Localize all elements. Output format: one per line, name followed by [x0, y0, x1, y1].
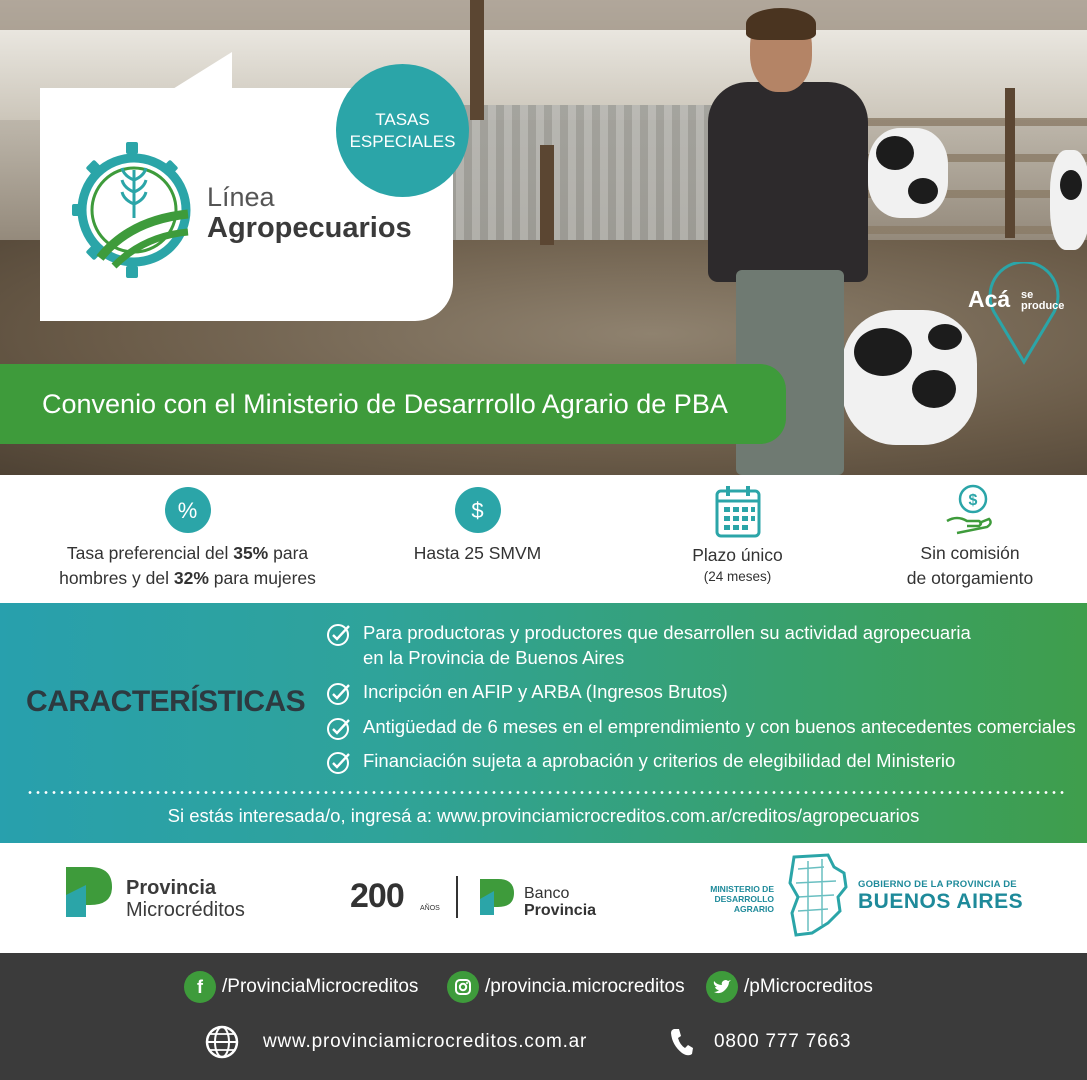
years-word: AÑOS [420, 905, 440, 912]
aca-small-produce: produce [1021, 300, 1065, 312]
twitter-icon [706, 971, 738, 1003]
shed-post [540, 145, 554, 245]
hand-coin-icon [943, 483, 997, 537]
website-url: www.provinciamicrocreditos.com.ar [263, 1031, 588, 1052]
characteristic-text: Incripción en AFIP y ARBA (Ingresos Brutos) [363, 681, 728, 702]
buenos-aires-map-icon [788, 853, 850, 937]
location-pin-icon [968, 262, 1080, 366]
calendar-icon [714, 485, 762, 539]
rate-pre: Tasa preferencial del [66, 543, 234, 563]
ministry-line1: MINISTERIO DE [710, 884, 774, 894]
aca-small-se: se [1021, 289, 1034, 301]
rate-mid: para [268, 543, 309, 563]
aca-word: Acá [968, 286, 1011, 312]
provincia-microcreditos-logo-icon [64, 865, 114, 919]
rate-men: 35% [233, 543, 269, 563]
twitter-handle: /pMicrocreditos [744, 976, 873, 997]
svg-text:$: $ [968, 492, 978, 509]
footer [0, 953, 1087, 1080]
special-rates-badge [336, 64, 469, 197]
characteristic-text: Financiación sujeta a aprobación y criterios de elegibilidad del Ministerio [363, 750, 956, 771]
rate-women: 32% [173, 568, 209, 588]
feature-rate [40, 487, 335, 591]
aca-se-produce-logo [968, 262, 1080, 366]
check-circle-icon [326, 622, 352, 648]
provincia-microcreditos-logo [126, 877, 245, 921]
check-circle-icon [326, 716, 352, 742]
feature-term-sub: (24 meses) [703, 569, 772, 584]
banco-provincia-logo [524, 885, 596, 919]
phone-link[interactable] [670, 1027, 851, 1057]
agreement-banner [0, 364, 786, 444]
calf-standing [868, 128, 948, 218]
feature-rate-line2 [40, 566, 335, 591]
badge-line1: TASAS [375, 109, 430, 129]
partner-logos [0, 843, 1087, 953]
rate-line2b: para mujeres [208, 568, 316, 588]
characteristic-text: Antigüedad de 6 meses en el emprendimiento y con buenos antecedentes comerciales [363, 716, 1076, 737]
facebook-icon: f [184, 971, 216, 1003]
facebook-handle: /ProvinciaMicrocreditos [222, 976, 419, 997]
banco-word: Banco [524, 885, 570, 902]
features-row [0, 475, 1087, 603]
provincia-word: Provincia [524, 902, 597, 919]
shed-roof [0, 0, 1087, 30]
phone-icon [670, 1027, 694, 1057]
feature-no-fee [870, 483, 1070, 591]
calf-right [1050, 150, 1087, 250]
gob-line2: BUENOS AIRES [858, 890, 1024, 913]
facebook-link[interactable] [184, 971, 418, 1003]
agreement-text: Convenio con el Ministerio de Desarrrollo Agrario de PBA [42, 388, 728, 419]
ministry-logo [674, 884, 774, 914]
feature-term-label: Plazo único [692, 545, 783, 565]
characteristics-section [0, 603, 1087, 843]
globe-icon [205, 1025, 239, 1059]
characteristics-title: CARACTERÍSTICAS [26, 685, 306, 718]
characteristic-line: en la Provincia de Buenos Aires [363, 647, 625, 668]
ministry-line2: DESARROLLO AGRARIO [714, 894, 774, 914]
instagram-icon [447, 971, 479, 1003]
fence-post [1005, 88, 1015, 238]
feature-amount-label: Hasta 25 SMVM [413, 543, 542, 563]
gob-line1: GOBIERNO DE LA PROVINCIA DE [858, 879, 1017, 890]
dollar-icon: $ [455, 487, 501, 533]
line-title-top: Línea [207, 182, 275, 212]
phone-number: 0800 777 7663 [714, 1031, 852, 1052]
line-title [207, 182, 412, 244]
twitter-link[interactable] [706, 971, 873, 1003]
banco-provincia-logo-icon [478, 877, 516, 917]
pm-line2: Microcréditos [126, 899, 245, 921]
aca-small [1021, 290, 1064, 312]
instagram-link[interactable] [447, 971, 685, 1003]
badge-line2: ESPECIALES [349, 131, 456, 151]
gear-wheat-icon [70, 140, 195, 280]
logo-divider [456, 876, 458, 918]
rate-line2a: hombres y del [59, 568, 174, 588]
feature-amount [380, 487, 575, 566]
line-title-bottom: Agropecuarios [207, 212, 412, 244]
dotted-divider [26, 791, 1064, 794]
feature-no-fee-line2: de otorgamiento [906, 568, 1034, 588]
interest-link[interactable]: Si estás interesada/o, ingresá a: www.provinciamicrocreditos.com.ar/creditos/agropecuarios [167, 805, 920, 826]
check-circle-icon [326, 750, 352, 776]
website-link[interactable] [205, 1025, 587, 1059]
feature-term [650, 485, 825, 586]
characteristic-text [363, 620, 971, 670]
pm-line1: Provincia [126, 877, 217, 899]
characteristic-line: Para productoras y productores que desarrollen su actividad agropecuaria [363, 622, 971, 643]
percent-icon: % [165, 487, 211, 533]
check-circle-icon [326, 681, 352, 707]
gobierno-provincia-logo [858, 879, 1023, 914]
feature-rate-line1 [40, 541, 335, 566]
instagram-handle: /provincia.microcreditos [485, 976, 685, 997]
hero-photo [0, 0, 1087, 475]
feature-no-fee-line1: Sin comisión [920, 543, 1020, 563]
200-years-logo: 200 [350, 877, 404, 915]
shed-post [470, 0, 484, 120]
